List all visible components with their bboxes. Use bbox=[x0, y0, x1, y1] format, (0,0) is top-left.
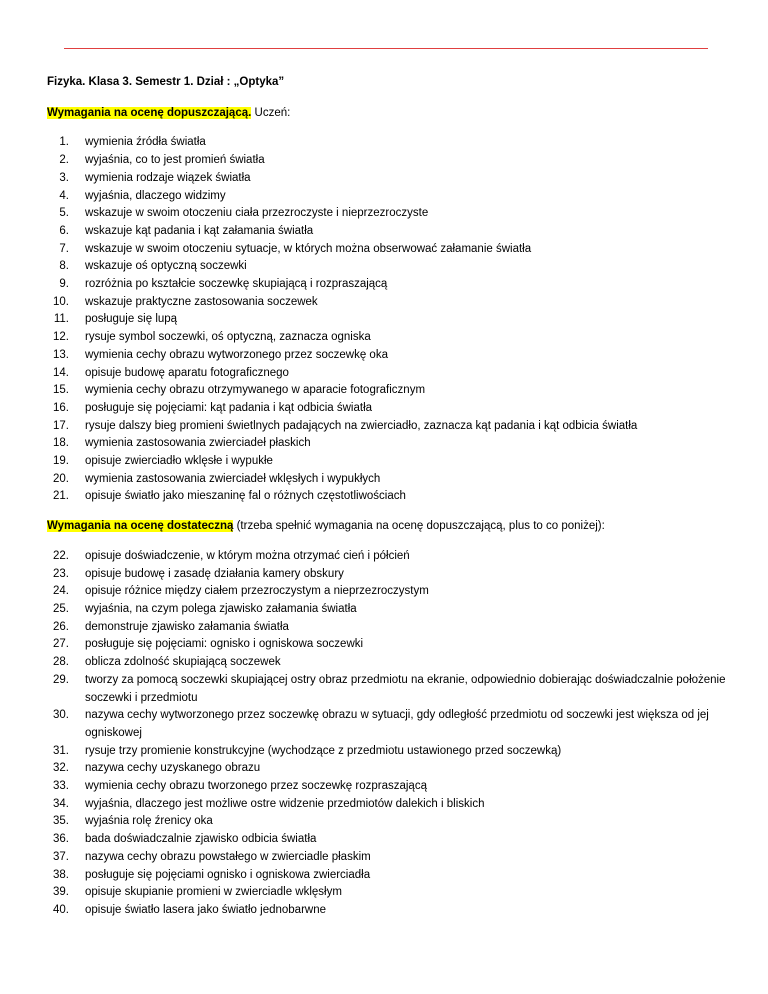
list-item-number: 22. bbox=[53, 549, 69, 562]
list-item-text: wyjaśnia, na czym polega zjawisko załamania światła bbox=[85, 602, 357, 615]
list-item-text: opisuje doświadczenie, w którym można otrzymać cień i półcień bbox=[85, 549, 410, 562]
list-item bbox=[47, 760, 727, 778]
list-item bbox=[47, 134, 727, 152]
list-item-number: 3. bbox=[59, 171, 69, 184]
list-item-text: oblicza zdolność skupiającą soczewek bbox=[85, 656, 281, 669]
list-item-text: wskazuje oś optyczną soczewki bbox=[85, 260, 247, 273]
list-item-number: 5. bbox=[59, 207, 69, 220]
list-item-number: 18. bbox=[53, 437, 69, 450]
list-item-number: 35. bbox=[53, 815, 69, 828]
list-item bbox=[47, 867, 727, 885]
list-item-number: 10. bbox=[53, 295, 69, 308]
list-item-number: 24. bbox=[53, 585, 69, 598]
list-item-number: 20. bbox=[53, 472, 69, 485]
list-item bbox=[47, 707, 727, 742]
list-item-text: rysuje symbol soczewki, oś optyczną, zaznacza ogniska bbox=[85, 331, 371, 344]
list-item bbox=[47, 347, 727, 365]
list-item bbox=[47, 418, 727, 436]
list-item-number: 28. bbox=[53, 656, 69, 669]
section-heading-suffix: (trzeba spełnić wymagania na ocenę dopuszczającą, plus to co poniżej): bbox=[233, 520, 605, 533]
list-item-text: wymienia zastosowania zwierciadeł wklęsłych i wypukłych bbox=[85, 472, 381, 485]
list-item-text: wyjaśnia, co to jest promień światła bbox=[85, 154, 265, 167]
list-item-text: nazywa cechy obrazu powstałego w zwierciadle płaskim bbox=[85, 850, 371, 863]
list-item bbox=[47, 778, 727, 796]
list-item bbox=[47, 435, 727, 453]
list-item-text: posługuje się lupą bbox=[85, 313, 178, 326]
list-item-text: posługuje się pojęciami: ognisko i ogniskowa soczewki bbox=[85, 638, 364, 651]
list-item bbox=[47, 849, 727, 867]
list-item bbox=[47, 796, 727, 814]
list-item bbox=[47, 583, 727, 601]
list-item-number: 33. bbox=[53, 780, 69, 793]
list-item bbox=[47, 365, 727, 383]
document-body bbox=[47, 74, 727, 932]
section-heading-suffix: Uczeń: bbox=[251, 106, 291, 119]
list-item-number: 7. bbox=[59, 242, 69, 255]
list-item-text: wskazuje kąt padania i kąt załamania światła bbox=[85, 224, 314, 237]
list-item-number: 38. bbox=[53, 868, 69, 881]
list-item-text: tworzy za pomocą soczewki skupiającej ostry obraz przedmiotu na ekranie, odpowiednio dobierając doświadczalnie położenie soczewki i przedmiotu bbox=[85, 673, 726, 704]
list-item-text: rozróżnia po kształcie soczewkę skupiającą i rozpraszającą bbox=[85, 278, 388, 291]
list-item-text: rysuje dalszy bieg promieni świetlnych padających na zwierciadło, zaznacza kąt padania i kąt odbicia światła bbox=[85, 419, 638, 432]
list-item-number: 16. bbox=[53, 401, 69, 414]
list-item-text: nazywa cechy wytworzonego przez soczewkę obrazu w sytuacji, gdy odległość przedmiotu od soczewki jest większa od jej ogniskowej bbox=[85, 709, 709, 739]
list-item-text: wymienia zastosowania zwierciadeł płaskich bbox=[85, 437, 311, 450]
list-item bbox=[47, 813, 727, 831]
list-item bbox=[47, 902, 727, 920]
list-item-number: 15. bbox=[53, 384, 69, 397]
list-item-text: posługuje się pojęciami ognisko i ogniskowa zwierciadła bbox=[85, 868, 371, 881]
list-item-number: 4. bbox=[59, 189, 69, 202]
section-heading-dopuszczajaca bbox=[47, 105, 727, 123]
list-item bbox=[47, 672, 727, 707]
list-item-text: opisuje skupianie promieni w zwierciadle wklęsłym bbox=[85, 886, 342, 899]
list-item-text: opisuje światło lasera jako światło jednobarwne bbox=[85, 903, 326, 916]
list-item-number: 1. bbox=[59, 136, 69, 149]
list-item bbox=[47, 601, 727, 619]
list-item-number: 30. bbox=[53, 709, 69, 722]
list-item-text: opisuje budowę aparatu fotograficznego bbox=[85, 366, 289, 379]
list-item bbox=[47, 488, 727, 506]
list-item bbox=[47, 884, 727, 902]
list-item-text: wymienia źródła światła bbox=[85, 136, 206, 149]
list-item-text: opisuje budowę i zasadę działania kamery obskury bbox=[85, 567, 344, 580]
list-item-text: wskazuje w swoim otoczeniu sytuacje, w których można obserwować załamanie światła bbox=[85, 242, 532, 255]
list-item-text: wskazuje praktyczne zastosowania soczewek bbox=[85, 295, 318, 308]
list-item bbox=[47, 636, 727, 654]
list-item bbox=[47, 170, 727, 188]
list-item-number: 13. bbox=[53, 348, 69, 361]
list-item-text: opisuje zwierciadło wklęsłe i wypukłe bbox=[85, 455, 273, 468]
list-item-number: 25. bbox=[53, 602, 69, 615]
list-item bbox=[47, 241, 727, 259]
list-item bbox=[47, 311, 727, 329]
list-item bbox=[47, 276, 727, 294]
list-item-text: wskazuje w swoim otoczeniu ciała przezroczyste i nieprzezroczyste bbox=[85, 207, 429, 220]
list-item-text: opisuje różnice między ciałem przezroczystym a nieprzezroczystym bbox=[85, 585, 429, 598]
list-item bbox=[47, 548, 727, 566]
list-item-number: 6. bbox=[59, 224, 69, 237]
list-item-text: wyjaśnia rolę źrenicy oka bbox=[85, 815, 213, 828]
list-item-number: 29. bbox=[53, 673, 69, 686]
section-heading-highlight: Wymagania na ocenę dostateczną bbox=[47, 520, 234, 533]
list-item bbox=[47, 831, 727, 849]
list-item bbox=[47, 223, 727, 241]
list-item bbox=[47, 566, 727, 584]
list-item-number: 12. bbox=[53, 331, 69, 344]
list-item bbox=[47, 453, 727, 471]
list-item bbox=[47, 294, 727, 312]
list-item-number: 37. bbox=[53, 850, 69, 863]
list-item-number: 34. bbox=[53, 797, 69, 810]
list-item-number: 36. bbox=[53, 833, 69, 846]
list-item bbox=[47, 382, 727, 400]
list-item-text: wymienia cechy obrazu wytworzonego przez soczewkę oka bbox=[85, 348, 388, 361]
list-item-number: 11. bbox=[53, 313, 69, 326]
section-heading-dostateczna bbox=[47, 518, 727, 536]
list-item-text: wyjaśnia, dlaczego widzimy bbox=[85, 189, 226, 202]
list-item-text: rysuje trzy promienie konstrukcyjne (wychodzące z przedmiotu ustawionego przed soczewką) bbox=[85, 744, 562, 757]
requirements-list-dostateczna bbox=[47, 548, 727, 920]
list-item-text: wymienia cechy obrazu tworzonego przez soczewkę rozpraszającą bbox=[85, 780, 427, 793]
list-item bbox=[47, 400, 727, 418]
list-item-text: opisuje światło jako mieszaninę fal o różnych częstotliwościach bbox=[85, 490, 406, 503]
list-item-number: 17. bbox=[53, 419, 69, 432]
list-item-number: 21. bbox=[53, 490, 69, 503]
header-rule bbox=[64, 48, 708, 49]
list-item-number: 39. bbox=[53, 886, 69, 899]
list-item bbox=[47, 654, 727, 672]
list-item bbox=[47, 743, 727, 761]
list-item-text: demonstruje zjawisko załamania światła bbox=[85, 620, 289, 633]
list-item-number: 40. bbox=[53, 903, 69, 916]
document-title: Fizyka. Klasa 3. Semestr 1. Dział : „Optyka” bbox=[47, 76, 285, 88]
list-item-text: wyjaśnia, dlaczego jest możliwe ostre widzenie przedmiotów dalekich i bliskich bbox=[85, 797, 485, 810]
list-item-number: 26. bbox=[53, 620, 69, 633]
list-item-text: posługuje się pojęciami: kąt padania i kąt odbicia światła bbox=[85, 401, 373, 414]
list-item bbox=[47, 471, 727, 489]
list-item-number: 23. bbox=[53, 567, 69, 580]
list-item-number: 31. bbox=[53, 744, 69, 757]
list-item-text: bada doświadczalnie zjawisko odbicia światła bbox=[85, 833, 317, 846]
list-item-text: nazywa cechy uzyskanego obrazu bbox=[85, 762, 261, 775]
list-item bbox=[47, 329, 727, 347]
list-item-number: 27. bbox=[53, 638, 69, 651]
requirements-list-dopuszczajaca bbox=[47, 134, 727, 506]
list-item bbox=[47, 258, 727, 276]
list-item-number: 19. bbox=[53, 455, 69, 468]
list-item bbox=[47, 188, 727, 206]
list-item-number: 9. bbox=[59, 278, 69, 291]
list-item-text: wymienia rodzaje wiązek światła bbox=[85, 171, 251, 184]
list-item bbox=[47, 205, 727, 223]
list-item-number: 2. bbox=[59, 154, 69, 167]
section-heading-highlight: Wymagania na ocenę dopuszczającą. bbox=[47, 106, 252, 119]
list-item-number: 14. bbox=[53, 366, 69, 379]
list-item bbox=[47, 152, 727, 170]
list-item-number: 8. bbox=[59, 260, 69, 273]
list-item-text: wymienia cechy obrazu otrzymywanego w aparacie fotograficznym bbox=[85, 384, 426, 397]
list-item bbox=[47, 619, 727, 637]
list-item-number: 32. bbox=[53, 762, 69, 775]
